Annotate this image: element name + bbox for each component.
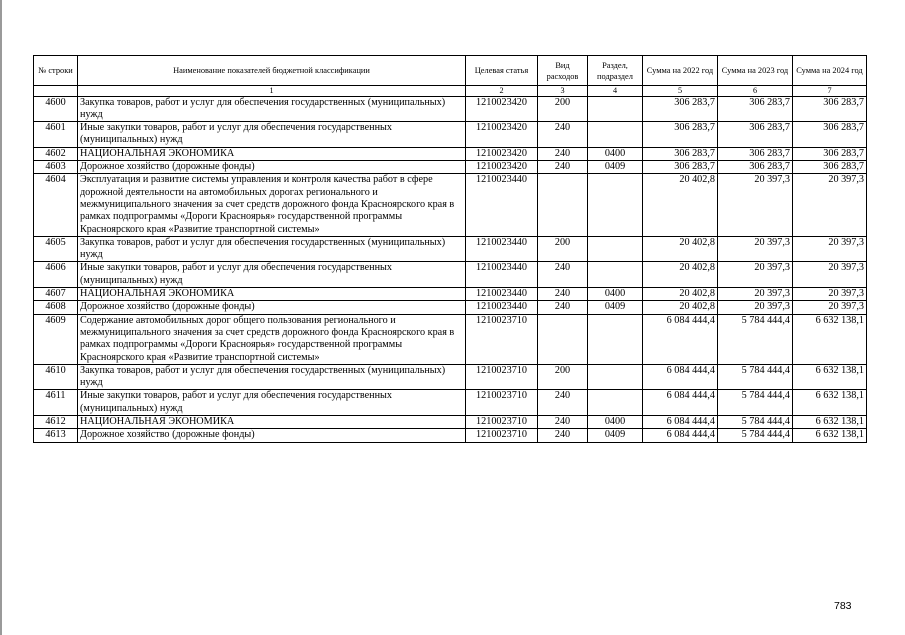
column-number: 6: [718, 86, 793, 97]
sum-2022-cell: 20 402,8: [643, 301, 718, 314]
column-number-row: [34, 86, 867, 97]
sum-2024-cell: 306 283,7: [793, 161, 867, 174]
indicator-name-cell: Эксплуатация и развитие системы управления и контроля качества работ в сфере дорожной деятельности на автомобильных дорогах регионального и межмуниципального значения за счет средств дорожного фонда Красноярского края в рамках подпрограммы «Дороги Красноярья» государственной программы Красноярского края «Развитие транспортной системы»: [78, 174, 466, 236]
sum-2023-cell: 20 397,3: [718, 288, 793, 301]
table-row: [34, 314, 867, 364]
sum-2023-cell: 306 283,7: [718, 96, 793, 122]
section-cell: 0409: [588, 301, 643, 314]
sum-2022-cell: 20 402,8: [643, 288, 718, 301]
sum-2022-cell: 20 402,8: [643, 262, 718, 288]
indicator-name-cell: Дорожное хозяйство (дорожные фонды): [78, 161, 466, 174]
expense-type-cell: 240: [538, 262, 588, 288]
section-cell: 0400: [588, 416, 643, 429]
sum-2024-cell: 306 283,7: [793, 96, 867, 122]
target-article-cell: 1210023710: [466, 314, 538, 364]
sum-2024-cell: 6 632 138,1: [793, 364, 867, 390]
table-row: [34, 364, 867, 390]
sum-2022-cell: 306 283,7: [643, 96, 718, 122]
header-sum-2022: Сумма на 2022 год: [643, 56, 718, 86]
section-cell: [588, 122, 643, 148]
header-section: Раздел, подраздел: [588, 56, 643, 86]
row-number-cell: 4605: [34, 236, 78, 262]
section-cell: 0409: [588, 429, 643, 442]
sum-2022-cell: 6 084 444,4: [643, 416, 718, 429]
table-row: [34, 288, 867, 301]
indicator-name-cell: Закупка товаров, работ и услуг для обеспечения государственных (муниципальных) нужд: [78, 364, 466, 390]
indicator-name-cell: Иные закупки товаров, работ и услуг для обеспечения государственных (муниципальных) нужд: [78, 262, 466, 288]
sum-2023-cell: 306 283,7: [718, 122, 793, 148]
sum-2022-cell: 20 402,8: [643, 174, 718, 236]
expense-type-cell: 240: [538, 288, 588, 301]
header-sum-2024: Сумма на 2024 год: [793, 56, 867, 86]
expense-type-cell: [538, 314, 588, 364]
indicator-name-cell: Иные закупки товаров, работ и услуг для обеспечения государственных (муниципальных) нужд: [78, 122, 466, 148]
header-sum-2023: Сумма на 2023 год: [718, 56, 793, 86]
row-number-cell: 4606: [34, 262, 78, 288]
table-row: [34, 236, 867, 262]
row-number-cell: 4608: [34, 301, 78, 314]
row-number-cell: 4600: [34, 96, 78, 122]
sum-2024-cell: 306 283,7: [793, 147, 867, 160]
sum-2024-cell: 6 632 138,1: [793, 314, 867, 364]
sum-2023-cell: 5 784 444,4: [718, 416, 793, 429]
sum-2022-cell: 6 084 444,4: [643, 314, 718, 364]
section-cell: [588, 390, 643, 416]
row-number-cell: 4609: [34, 314, 78, 364]
sum-2023-cell: 20 397,3: [718, 174, 793, 236]
indicator-name-cell: НАЦИОНАЛЬНАЯ ЭКОНОМИКА: [78, 416, 466, 429]
sum-2023-cell: 5 784 444,4: [718, 314, 793, 364]
row-number-cell: 4604: [34, 174, 78, 236]
expense-type-cell: 240: [538, 301, 588, 314]
sum-2024-cell: 20 397,3: [793, 174, 867, 236]
row-number-cell: 4611: [34, 390, 78, 416]
section-cell: [588, 262, 643, 288]
target-article-cell: 1210023440: [466, 301, 538, 314]
sum-2023-cell: 20 397,3: [718, 301, 793, 314]
target-article-cell: 1210023710: [466, 429, 538, 442]
sum-2023-cell: 5 784 444,4: [718, 364, 793, 390]
section-cell: [588, 364, 643, 390]
sum-2023-cell: 306 283,7: [718, 147, 793, 160]
target-article-cell: 1210023440: [466, 262, 538, 288]
expense-type-cell: 240: [538, 122, 588, 148]
expense-type-cell: 200: [538, 364, 588, 390]
indicator-name-cell: Закупка товаров, работ и услуг для обеспечения государственных (муниципальных) нужд: [78, 236, 466, 262]
target-article-cell: 1210023440: [466, 236, 538, 262]
table-row: [34, 301, 867, 314]
sum-2022-cell: 6 084 444,4: [643, 429, 718, 442]
row-number-cell: 4610: [34, 364, 78, 390]
sum-2022-cell: 306 283,7: [643, 161, 718, 174]
sum-2024-cell: 6 632 138,1: [793, 416, 867, 429]
page-number: 783: [834, 600, 852, 612]
target-article-cell: 1210023420: [466, 122, 538, 148]
target-article-cell: 1210023420: [466, 96, 538, 122]
sum-2024-cell: 20 397,3: [793, 301, 867, 314]
indicator-name-cell: Дорожное хозяйство (дорожные фонды): [78, 429, 466, 442]
target-article-cell: 1210023710: [466, 390, 538, 416]
section-cell: 0400: [588, 288, 643, 301]
row-number-cell: 4603: [34, 161, 78, 174]
indicator-name-cell: НАЦИОНАЛЬНАЯ ЭКОНОМИКА: [78, 147, 466, 160]
indicator-name-cell: Закупка товаров, работ и услуг для обеспечения государственных (муниципальных) нужд: [78, 96, 466, 122]
header-target: Целевая статья: [466, 56, 538, 86]
expense-type-cell: 200: [538, 96, 588, 122]
indicator-name-cell: Иные закупки товаров, работ и услуг для обеспечения государственных (муниципальных) нужд: [78, 390, 466, 416]
sum-2022-cell: 6 084 444,4: [643, 390, 718, 416]
table-row: [34, 416, 867, 429]
table-row: [34, 262, 867, 288]
table-row: [34, 174, 867, 236]
expense-type-cell: 240: [538, 390, 588, 416]
indicator-name-cell: Содержание автомобильных дорог общего пользования регионального и межмуниципального значения за счет средств дорожного фонда Красноярского края в рамках подпрограммы «Дороги Красноярья» государственной программы Красноярского края «Развитие транспортной системы»: [78, 314, 466, 364]
section-cell: [588, 314, 643, 364]
table-row: [34, 122, 867, 148]
sum-2022-cell: 306 283,7: [643, 122, 718, 148]
header-expense-type: Вид расходов: [538, 56, 588, 86]
target-article-cell: 1210023440: [466, 288, 538, 301]
sum-2023-cell: 5 784 444,4: [718, 429, 793, 442]
sum-2024-cell: 20 397,3: [793, 236, 867, 262]
column-number: 4: [588, 86, 643, 97]
expense-type-cell: 240: [538, 161, 588, 174]
sum-2024-cell: 20 397,3: [793, 288, 867, 301]
sum-2024-cell: 306 283,7: [793, 122, 867, 148]
table-row: [34, 390, 867, 416]
sum-2022-cell: 20 402,8: [643, 236, 718, 262]
budget-table: [33, 55, 867, 443]
header-row-no: № строки: [34, 56, 78, 86]
sum-2024-cell: 6 632 138,1: [793, 429, 867, 442]
expense-type-cell: 240: [538, 416, 588, 429]
sum-2022-cell: 6 084 444,4: [643, 364, 718, 390]
section-cell: [588, 174, 643, 236]
row-number-cell: 4613: [34, 429, 78, 442]
row-number-cell: 4607: [34, 288, 78, 301]
sum-2022-cell: 306 283,7: [643, 147, 718, 160]
column-number: 2: [466, 86, 538, 97]
sum-2023-cell: 20 397,3: [718, 236, 793, 262]
expense-type-cell: 200: [538, 236, 588, 262]
table-row: [34, 147, 867, 160]
column-number: [34, 86, 78, 97]
section-cell: 0400: [588, 147, 643, 160]
sum-2023-cell: 20 397,3: [718, 262, 793, 288]
row-number-cell: 4612: [34, 416, 78, 429]
sum-2023-cell: 306 283,7: [718, 161, 793, 174]
indicator-name-cell: НАЦИОНАЛЬНАЯ ЭКОНОМИКА: [78, 288, 466, 301]
row-number-cell: 4602: [34, 147, 78, 160]
table-row: [34, 96, 867, 122]
column-number: 3: [538, 86, 588, 97]
expense-type-cell: 240: [538, 429, 588, 442]
sum-2024-cell: 6 632 138,1: [793, 390, 867, 416]
expense-type-cell: [538, 174, 588, 236]
column-number: 5: [643, 86, 718, 97]
header-name: Наименование показателей бюджетной классификации: [78, 56, 466, 86]
column-number: 7: [793, 86, 867, 97]
table-row: [34, 429, 867, 442]
section-cell: [588, 96, 643, 122]
sum-2023-cell: 5 784 444,4: [718, 390, 793, 416]
indicator-name-cell: Дорожное хозяйство (дорожные фонды): [78, 301, 466, 314]
target-article-cell: 1210023440: [466, 174, 538, 236]
expense-type-cell: 240: [538, 147, 588, 160]
header-row: [34, 56, 867, 86]
target-article-cell: 1210023420: [466, 147, 538, 160]
target-article-cell: 1210023710: [466, 416, 538, 429]
row-number-cell: 4601: [34, 122, 78, 148]
table-body: [34, 96, 867, 442]
table-row: [34, 161, 867, 174]
target-article-cell: 1210023420: [466, 161, 538, 174]
target-article-cell: 1210023710: [466, 364, 538, 390]
sum-2024-cell: 20 397,3: [793, 262, 867, 288]
column-number: 1: [78, 86, 466, 97]
section-cell: 0409: [588, 161, 643, 174]
section-cell: [588, 236, 643, 262]
